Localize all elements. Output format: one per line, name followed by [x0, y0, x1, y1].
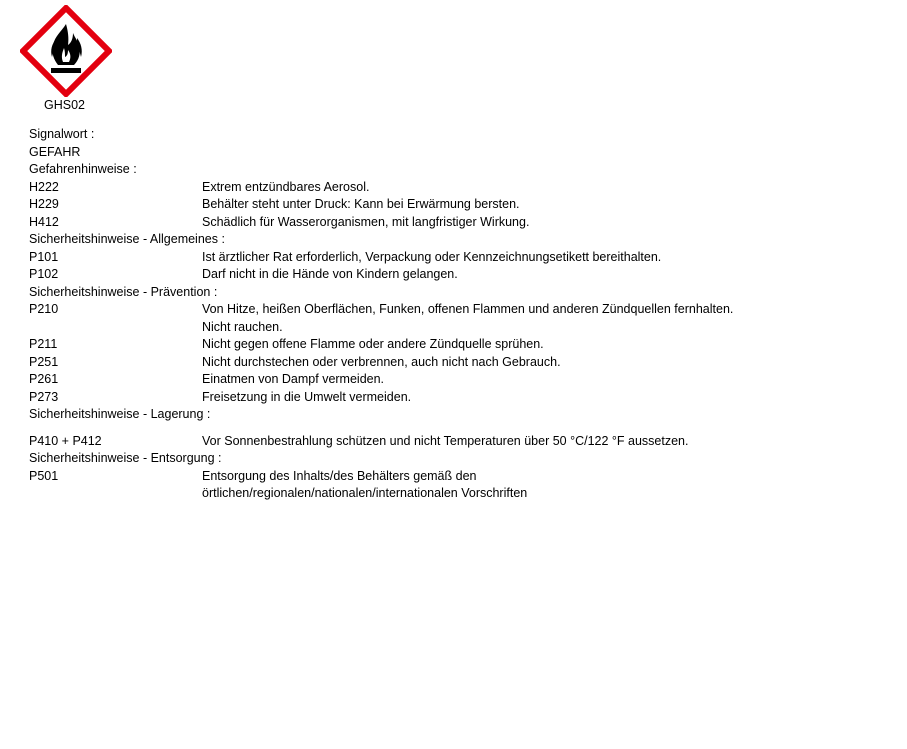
flame-hazard-icon [20, 5, 112, 97]
statement-row [29, 179, 889, 197]
statement-row [29, 214, 889, 232]
statement-code: P102 [29, 267, 59, 281]
statement-code: P410 + P412 [29, 433, 102, 448]
statement-text: Freisetzung in die Umwelt vermeiden. [202, 389, 412, 404]
signal-word-value: GEFAHR [29, 144, 81, 159]
statement-row [29, 433, 889, 451]
statement-row [29, 301, 889, 336]
statement-row [29, 266, 889, 284]
statement-code: P211 [29, 337, 58, 351]
statement-text: Von Hitze, heißen Oberflächen, Funken, offenen Flammen und anderen Zündquellen fernhalten. Nicht rauchen. [202, 302, 734, 334]
statement-row [29, 336, 889, 354]
statement-code: H222 [29, 179, 59, 194]
statement-text: Behälter steht unter Druck: Kann bei Erwärmung bersten. [202, 197, 520, 211]
statement-row [29, 354, 889, 372]
statement-row [29, 371, 889, 389]
statement-row [29, 196, 889, 214]
statement-text: Darf nicht in die Hände von Kindern gelangen. [202, 267, 458, 281]
ghs02-pictogram [20, 5, 112, 97]
precautionary-disposal-heading: Sicherheitshinweise - Entsorgung : [29, 451, 222, 465]
statement-code: P261 [29, 372, 59, 386]
statement-code: H229 [29, 197, 59, 211]
statement-code: P210 [29, 302, 59, 316]
statement-text: Schädlich für Wasserorganismen, mit langfristiger Wirkung. [202, 214, 530, 229]
hazard-statements-heading: Gefahrenhinweise : [29, 162, 137, 176]
statement-text: Ist ärztlicher Rat erforderlich, Verpackung oder Kennzeichnungsetikett bereithalten. [202, 249, 662, 264]
statement-text: Einatmen von Dampf vermeiden. [202, 372, 385, 386]
statement-code: P273 [29, 389, 59, 404]
statement-code: P101 [29, 249, 59, 264]
ghs-code-label: GHS02 [44, 98, 85, 112]
statement-row [29, 468, 889, 503]
statement-text: Entsorgung des Inhalts/des Behälters gemäß den örtlichen/regionalen/nationalen/internationalen Vorschriften [202, 468, 528, 500]
statement-text: Vor Sonnenbestrahlung schützen und nicht Temperaturen über 50 °C/122 °F aussetzen. [202, 433, 689, 448]
precautionary-prevention-heading: Sicherheitshinweise - Prävention : [29, 284, 218, 299]
section-spacer [29, 424, 889, 433]
statement-code: P501 [29, 468, 59, 483]
precautionary-general-heading: Sicherheitshinweise - Allgemeines : [29, 232, 225, 246]
statement-row [29, 389, 889, 407]
statement-row [29, 249, 889, 267]
signal-word-label: Signalwort : [29, 127, 95, 141]
label-elements [29, 126, 889, 503]
flame-base-bar [51, 68, 81, 73]
statement-code: H412 [29, 214, 59, 229]
statement-text: Extrem entzündbares Aerosol. [202, 179, 370, 194]
precautionary-storage-heading: Sicherheitshinweise - Lagerung : [29, 407, 211, 421]
statement-text: Nicht durchstechen oder verbrennen, auch nicht nach Gebrauch. [202, 354, 561, 369]
statement-code: P251 [29, 354, 59, 369]
statement-text: Nicht gegen offene Flamme oder andere Zündquelle sprühen. [202, 337, 544, 351]
